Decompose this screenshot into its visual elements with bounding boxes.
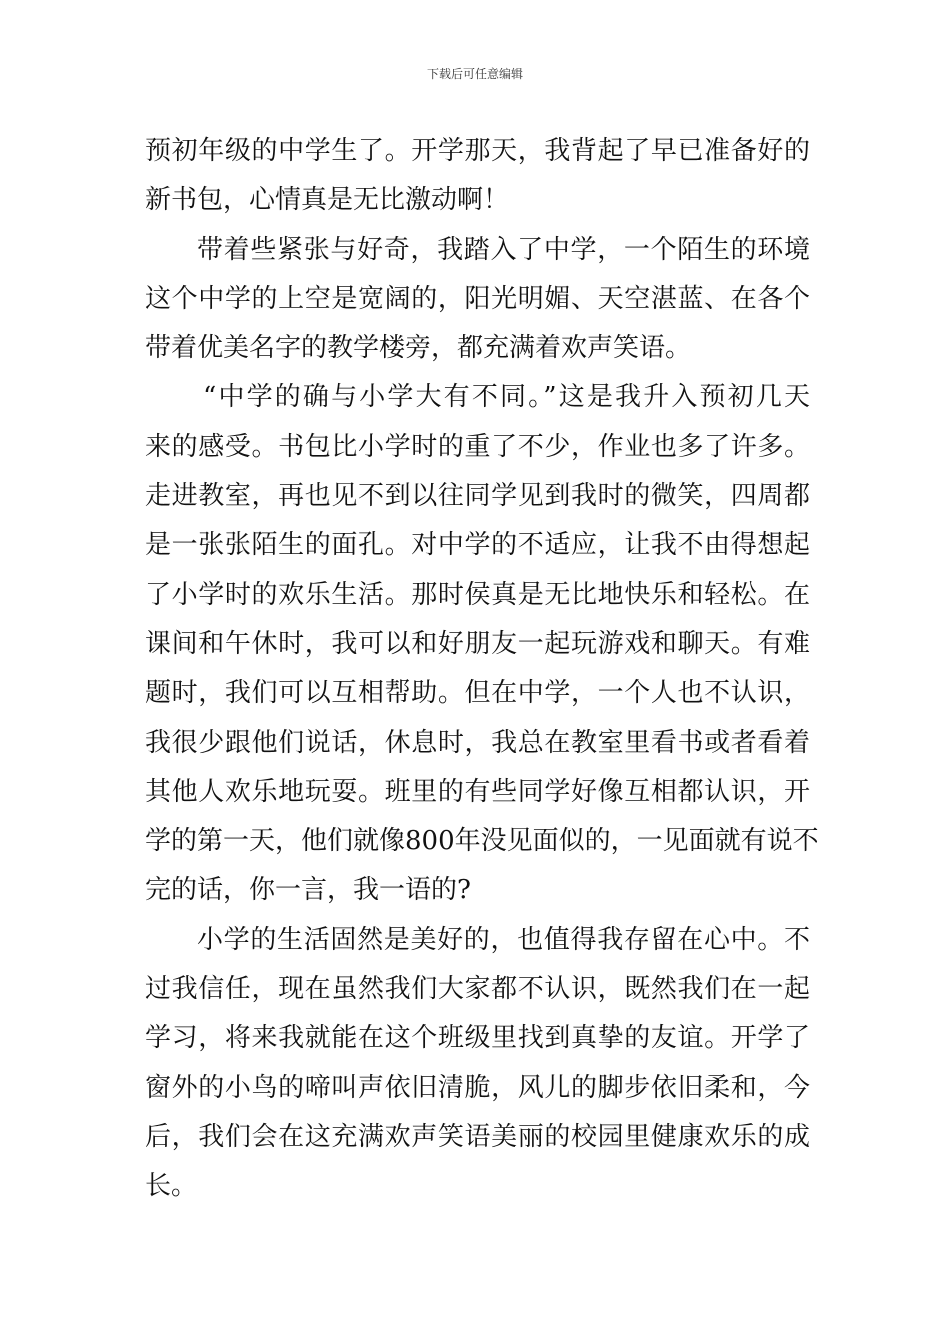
text-line: 这个中学的上空是宽阔的，阳光明媚、天空湛蓝、在各个 <box>145 283 810 314</box>
text-line: 学习，将来我就能在这个班级里找到真挚的友谊。开学了 <box>145 1023 810 1054</box>
text-line: 完的话，你一言，我一语的? <box>145 875 471 906</box>
text-line: 预初年级的中学生了。开学那天，我背起了早已准备好的 <box>145 136 810 166</box>
text-line: 小学的生活固然是美好的，也值得我存留在心中。不 <box>197 924 810 955</box>
text-line: 学的第一天，他们就像800年没见面似的，一见面就有说不 <box>145 826 819 857</box>
text-line: “中学的确与小学大有不同。”这是我升入预初几天 <box>203 382 810 413</box>
document-body <box>145 127 819 1212</box>
text-line: 带着些紧张与好奇，我踏入了中学，一个陌生的环境 <box>197 234 810 265</box>
paragraph <box>145 127 810 226</box>
page-header: 下载后可任意编辑 <box>426 67 523 81</box>
text-line: 带着优美名字的教学楼旁，都充满着欢声笑语。 <box>145 333 692 364</box>
text-line: 了小学时的欢乐生活。那时侯真是无比地快乐和轻松。在 <box>145 579 810 610</box>
text-line: 走进教室，再也见不到以往同学见到我时的微笑，四周都 <box>145 481 810 512</box>
paragraph <box>145 373 819 915</box>
text-line: 后，我们会在这充满欢声笑语美丽的校园里健康欢乐的成 <box>145 1121 810 1152</box>
text-line: 是一张张陌生的面孔。对中学的不适应，让我不由得想起 <box>145 530 810 561</box>
text-line: 我很少跟他们说话，休息时，我总在教室里看书或者看着 <box>145 727 810 758</box>
paragraph <box>145 226 810 374</box>
text-line: 其他人欢乐地玩耍。班里的有些同学好像互相都认识，开 <box>145 776 810 807</box>
text-line: 新书包，心情真是无比激动啊！ <box>145 185 510 216</box>
text-line: 题时，我们可以互相帮助。但在中学，一个人也不认识， <box>145 678 810 709</box>
text-line: 长。 <box>145 1171 198 1202</box>
text-line: 课间和午休时，我可以和好朋友一起玩游戏和聊天。有难 <box>145 628 810 659</box>
text-line: 窗外的小鸟的啼叫声依旧清脆，风儿的脚步依旧柔和，今 <box>145 1072 810 1103</box>
text-line: 来的感受。书包比小学时的重了不少，作业也多了许多。 <box>145 431 810 462</box>
text-line: 过我信任，现在虽然我们大家都不认识，既然我们在一起 <box>145 974 810 1005</box>
paragraph <box>145 916 810 1212</box>
